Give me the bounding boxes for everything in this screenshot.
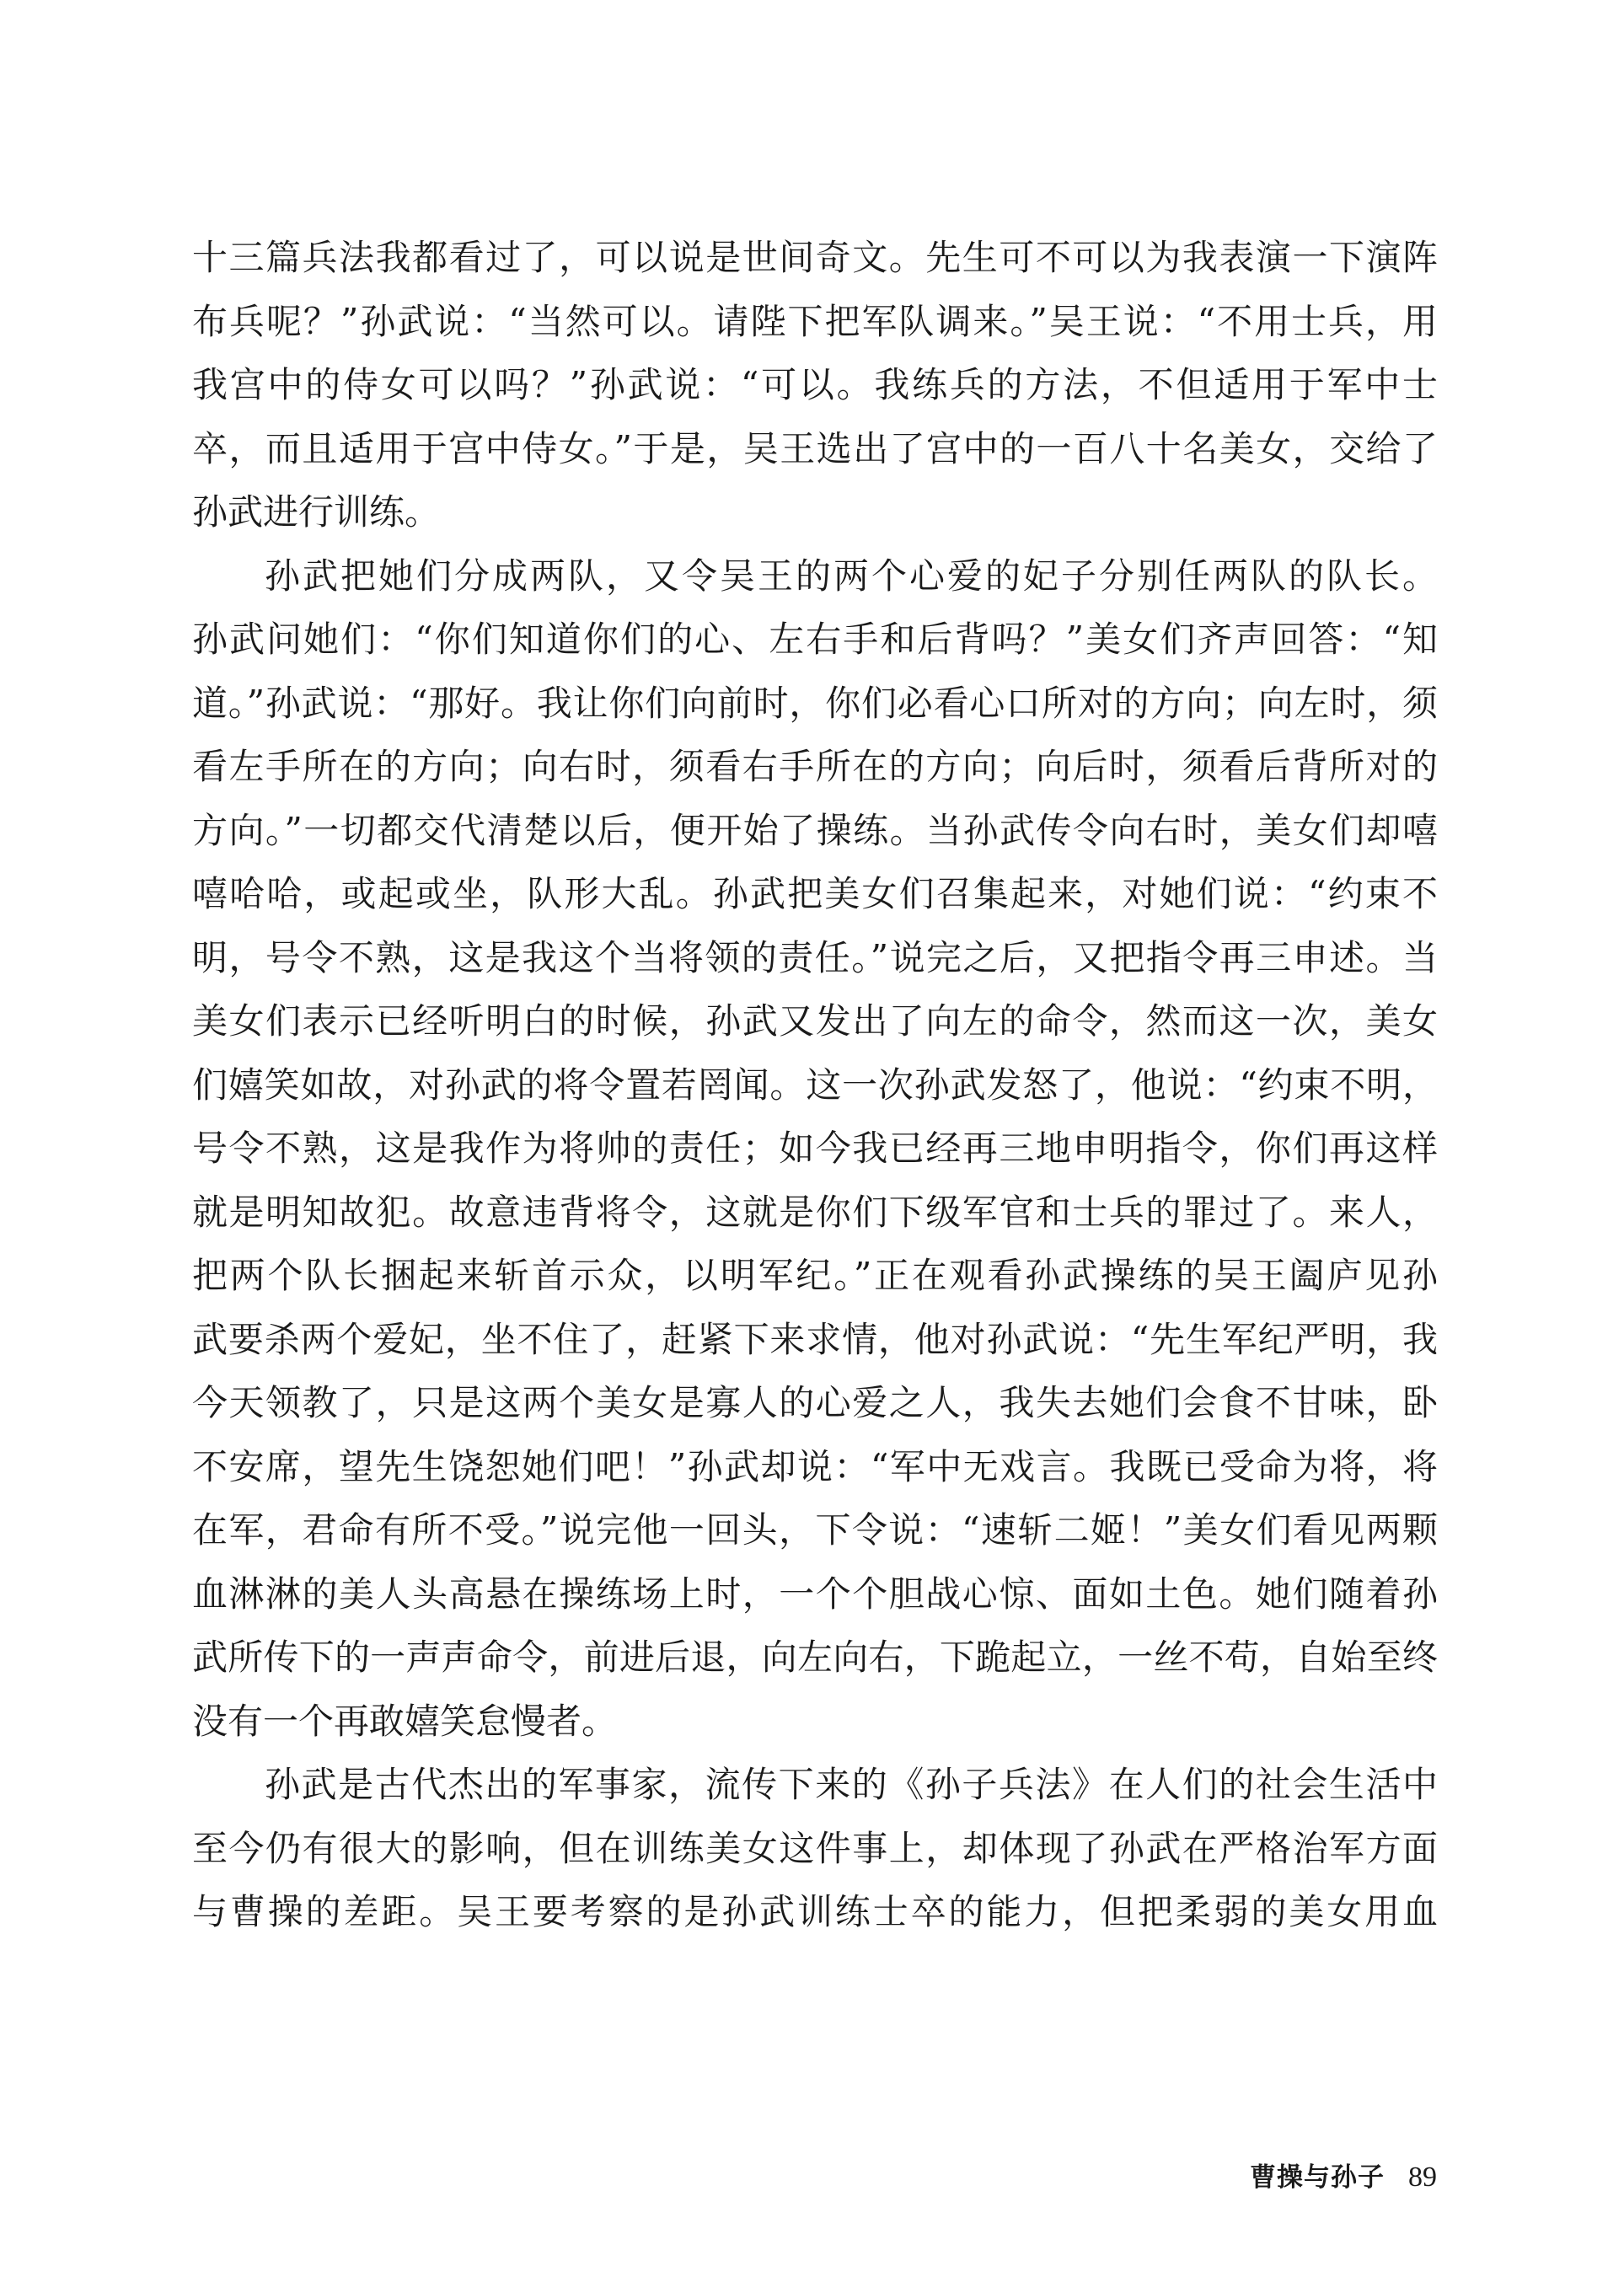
page-footer bbox=[1250, 2156, 1437, 2194]
running-title: 曹操与孙子 bbox=[1250, 2162, 1385, 2193]
text-line: 们嬉笑如故，对孙武的将令置若罔闻。这一次孙武发怒了，他说：“约束不明， bbox=[192, 1063, 1438, 1106]
page-number: 89 bbox=[1408, 2162, 1437, 2193]
text-line-indented: 孙武把她们分成两队，又令吴王的两个心爱的妃子分别任两队的队长。 bbox=[265, 554, 1438, 597]
text-line: 看左手所在的方向；向右时，须看右手所在的方向；向后时，须看后背所对的 bbox=[192, 746, 1438, 787]
text-line: 今天领教了，只是这两个美女是寡人的心爱之人，我失去她们会食不甘味，卧 bbox=[192, 1382, 1438, 1423]
text-line: 十三篇兵法我都看过了，可以说是世间奇文。先生可不可以为我表演一下演阵 bbox=[192, 237, 1438, 278]
text-line: 就是明知故犯。故意违背将令，这就是你们下级军官和士兵的罪过了。来人， bbox=[192, 1191, 1438, 1233]
text-line: 方向。”一切都交代清楚以后，便开始了操练。当孙武传令向右时，美女们却嘻 bbox=[192, 809, 1438, 851]
text-line: 明，号令不熟，这是我这个当将领的责任。”说完之后，又把指令再三申述。当 bbox=[192, 936, 1438, 978]
paragraph-2 bbox=[192, 544, 1438, 1754]
text-line: 与曹操的差距。吴王要考察的是孙武训练士卒的能力，但把柔弱的美女用血 bbox=[192, 1891, 1438, 1932]
paragraph-1 bbox=[192, 226, 1438, 544]
page-body bbox=[192, 226, 1438, 1944]
text-line: 布兵呢？”孙武说：“当然可以。请陛下把军队调来。”吴王说：“不用士兵，用 bbox=[192, 300, 1438, 342]
text-line: 孙武问她们：“你们知道你们的心、左右手和后背吗？”美女们齐声回答：“知 bbox=[192, 619, 1438, 660]
text-line: 没有一个再敢嬉笑怠慢者。 bbox=[192, 1700, 618, 1742]
text-line: 号令不熟，这是我作为将帅的责任；如今我已经再三地申明指令，你们再这样 bbox=[192, 1128, 1438, 1169]
paragraph-3 bbox=[192, 1753, 1438, 1944]
text-line: 孙武进行训练。 bbox=[192, 491, 441, 533]
text-line: 武所传下的一声声命令，前进后退，向左向右，下跪起立，一丝不苟，自始至终 bbox=[192, 1637, 1438, 1678]
text-line: 血淋淋的美人头高悬在操练场上时，一个个胆战心惊、面如土色。她们随着孙 bbox=[192, 1572, 1438, 1615]
text-line: 在军，君命有所不受。”说完他一回头，下令说：“速斩二姬！”美女们看见两颗 bbox=[192, 1509, 1438, 1551]
text-line: 至今仍有很大的影响，但在训练美女这件事上，却体现了孙武在严格治军方面 bbox=[192, 1827, 1438, 1869]
text-line-indented: 孙武是古代杰出的军事家，流传下来的《孙子兵法》在人们的社会生活中 bbox=[265, 1764, 1438, 1805]
text-line: 不安席，望先生饶恕她们吧！”孙武却说：“军中无戏言。我既已受命为将，将 bbox=[192, 1445, 1438, 1487]
text-line: 嘻哈哈，或起或坐，队形大乱。孙武把美女们召集起来，对她们说：“约束不 bbox=[192, 873, 1438, 914]
text-line: 武要杀两个爱妃，坐不住了，赶紧下来求情，他对孙武说：“先生军纪严明，我 bbox=[192, 1318, 1438, 1360]
text-line: 道。”孙武说：“那好。我让你们向前时，你们必看心口所对的方向；向左时，须 bbox=[192, 682, 1438, 724]
text-line: 我宫中的侍女可以吗？”孙武说：“可以。我练兵的方法，不但适用于军中士 bbox=[192, 364, 1438, 405]
text-line: 卒，而且适用于宫中侍女。”于是，吴王选出了宫中的一百八十名美女，交给了 bbox=[192, 427, 1438, 469]
text-line: 把两个队长捆起来斩首示众，以明军纪。”正在观看孙武操练的吴王阖庐见孙 bbox=[192, 1255, 1438, 1296]
text-line: 美女们表示已经听明白的时候，孙武又发出了向左的命令，然而这一次，美女 bbox=[192, 1000, 1438, 1042]
